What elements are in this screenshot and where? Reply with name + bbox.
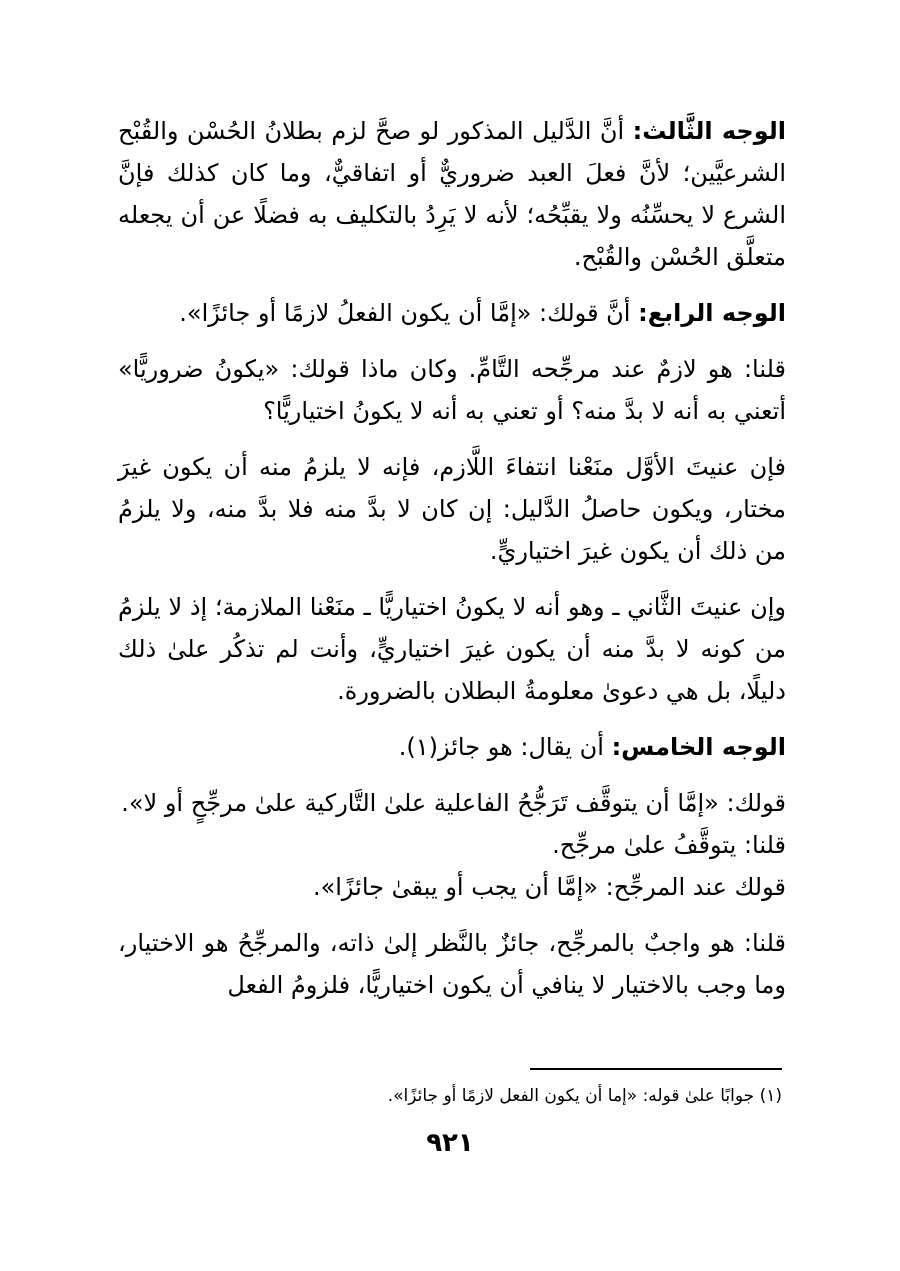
- paragraph-text: أن يقال: هو جائز(١).: [398, 733, 612, 761]
- paragraph-reply-obligatory: [118, 922, 786, 1006]
- paragraph-third-aspect: [118, 110, 786, 278]
- paragraph-quote-preponderant: [118, 866, 786, 908]
- paragraph-text: وإن عنيتَ الثَّاني ـ وهو أنه لا يكونُ اختياريًّا ـ منَعْنا الملازمة؛ إذ لا يلزمُ من كونه لا بدَّ منه أن يكون غيرَ اختياريٍّ، وأنت لم تذكُر علىٰ ذلك دليلًا، بل هي دعوىٰ معلومةُ البطلان بالضرورة.: [118, 593, 786, 705]
- paragraph-text: قلنا: هو واجبٌ بالمرجِّح، جائزٌ بالنَّظر إلىٰ ذاته، والمرجِّحُ هو الاختيار، وما وجب بالاختيار لا ينافي أن يكون اختياريًّا، فلزومُ الفعل: [118, 929, 786, 999]
- paragraph-text: أنَّ قولك: «إمَّا أن يكون الفعلُ لازمًا أو جائزًا».: [179, 299, 639, 327]
- paragraph-heading: الوجه الخامس:: [611, 733, 786, 761]
- paragraph-second-meaning: [118, 586, 786, 712]
- paragraph-reply-necessary: [118, 348, 786, 432]
- paragraph-text: فإن عنيتَ الأوَّل منَعْنا انتفاءَ اللَّازم، فإنه لا يلزمُ منه أن يكون غيرَ مختار، ويكون حاصلُ الدَّليل: إن كان لا بدَّ منه فلا بدَّ منه، ولا يلزمُ من ذلك أن يكون غيرَ اختياريٍّ.: [118, 453, 786, 565]
- footnote-separator: [530, 1068, 782, 1070]
- paragraph-text: أنَّ الدَّليل المذكور لو صحَّ لزم بطلانُ الحُسْن والقُبْح الشرعيَّين؛ لأنَّ فعلَ العبد ضروريٌّ أو اتفاقيٌّ، وما كان كذلك فإنَّ الشرع لا يحسِّنُه ولا يقبِّحُه؛ لأنه لا يَرِدُ بالتكليف به فضلًا عن أن يجعله متعلَّق الحُسْن والقُبْح.: [118, 117, 786, 271]
- paragraph-text: قولك: «إمَّا أن يتوقَّف تَرَجُّحُ الفاعلية علىٰ التَّاركية علىٰ مرجِّحٍ أو لا».: [121, 789, 786, 817]
- paragraph-quote-preponderance: [118, 782, 786, 824]
- page-body: [118, 110, 786, 1020]
- paragraph-text: قلنا: هو لازمٌ عند مرجِّحه التَّامِّ. وكان ماذا قولك: «يكونُ ضروريًّا» أتعني به أنه لا بدَّ منه؟ أو تعني به أنه لا يكونُ اختياريًّا؟: [118, 355, 786, 425]
- paragraph-heading: الوجه الرابع:: [638, 299, 786, 327]
- paragraph-heading: الوجه الثَّالث:: [632, 117, 786, 145]
- paragraph-fifth-aspect: [118, 726, 786, 768]
- page-number: ٩٢١: [426, 1128, 474, 1158]
- paragraph-fourth-aspect: [118, 292, 786, 334]
- paragraph-text: قلنا: يتوقَّفُ علىٰ مرجِّح.: [552, 831, 786, 859]
- paragraph-reply-depends: [118, 824, 786, 866]
- footnote: (١) جوابًا علىٰ قوله: «إما أن يكون الفعل لازمًا أو جائزًا».: [387, 1086, 782, 1106]
- paragraph-text: قولك عند المرجِّح: «إمَّا أن يجب أو يبقىٰ جائزًا».: [312, 873, 786, 901]
- paragraph-first-meaning: [118, 446, 786, 572]
